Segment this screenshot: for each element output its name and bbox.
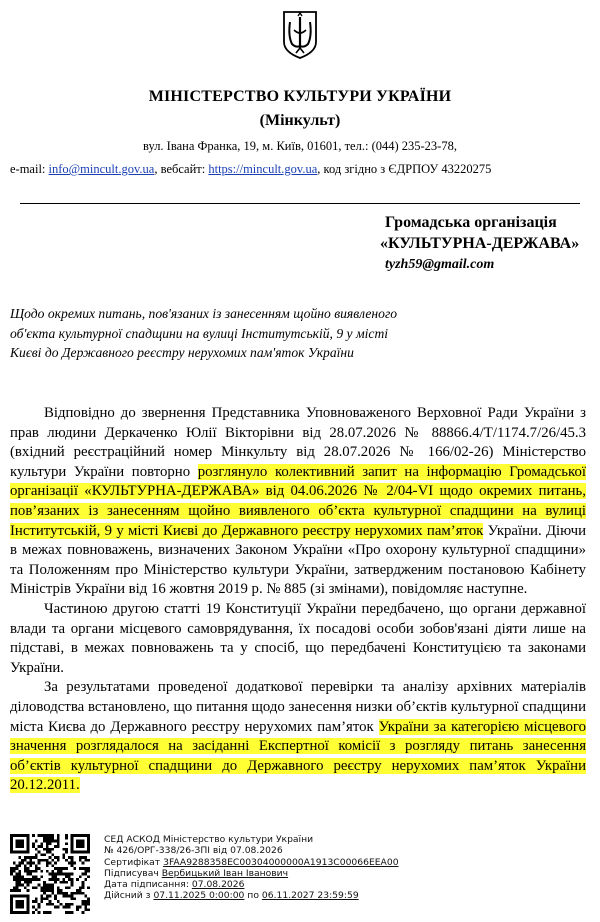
stamp-registration-number: № 426/ОРГ-338/26-ЗПІ від 07.08.2026 — [104, 845, 283, 857]
qr-code-icon — [10, 834, 90, 914]
sign-date-value: 07.08.2026 — [191, 879, 245, 891]
certificate-prefix: Сертифікат — [104, 856, 164, 868]
e-signature-stamp — [10, 834, 590, 914]
signer-name: Вербицький Іван Іванович — [161, 867, 289, 879]
stamp-certificate-line — [104, 857, 399, 868]
body-paragraph-1 — [10, 404, 586, 600]
certificate-value: 3FAA9288358EC00304000000A1913C00066EEA00 — [163, 856, 399, 868]
ministry-address: вул. Івана Франка, 19, м. Київ, 01601, тел.: (044) 235-23-78, — [143, 139, 457, 153]
ministry-short-name: (Мінкульт) — [259, 112, 341, 129]
qr-modules — [10, 834, 90, 914]
ministry-contacts — [10, 162, 491, 177]
header-divider — [20, 203, 580, 204]
website-link[interactable]: https://mincult.gov.ua — [208, 162, 318, 176]
signer-prefix: Підписувач — [104, 867, 162, 879]
validity-separator: по — [244, 890, 262, 902]
body-paragraph-3 — [10, 678, 586, 796]
stamp-system-line — [104, 834, 399, 845]
paragraph-1-rest: України. Діючи в межах повноважень, визначених Законом України «Про охорону культурної спадщини» та Положенням про Міністерство культури України, затвердженим постановою Кабінету Міністрів України від 16 жовтня 2019 р. № 885 (зі змінами), повідомляє наступне. — [10, 522, 586, 598]
sign-date-prefix: Дата підписання: — [104, 879, 192, 891]
ministry-name: МІНІСТЕРСТВО КУЛЬТУРИ УКРАЇНИ — [148, 88, 452, 105]
body-paragraph-2: Частиною другою статті 19 Конституції України передбачено, що органи державної влади та органи місцевого самоврядування, їх посадові особи зобов'язані діяти лише на підставі, в межах повноважень та у спосіб, що передбачені Конституцією та законами України. — [10, 600, 586, 676]
paragraph-3-highlight: України за категорією місцевого значення розглядалося на засіданні Експертної комісії з розгляду питань занесення об’єктів культурної спадщини до Державного реєстру нерухомих пам’яток України 20.12.2011. — [10, 718, 586, 794]
validity-from: 07.11.2025 0:00:00 — [153, 890, 245, 902]
validity-to: 06.11.2027 23:59:59 — [261, 890, 359, 902]
recipient-line-2: «КУЛЬТУРНА-ДЕРЖАВА» — [380, 235, 580, 252]
paragraph-3-intro: За результатами проведеної додаткової перевірки та аналізу архівних матеріалів діловодства встановлено, що питання щодо занесення низки об’єктів культурної спадщини міста Києва до Державного реєстру нерухомих пам’яток — [10, 679, 586, 735]
recipient-email: tyzh59@gmail.com — [385, 257, 495, 272]
email-prefix: e-mail: — [10, 162, 49, 176]
recipient-line-1: Громадська організація — [385, 214, 557, 231]
stamp-system-prefix: СЕД АСКОД — [104, 834, 163, 845]
letter-body — [10, 404, 586, 796]
letter-subject: Щодо окремих питань, пов'язаних із занесенням щойно виявленого об'єкта культурної спадщини на вулиці Інститутській, 9 у місті Києві до Державного реєстру нерухомих пам'яток України — [10, 306, 398, 360]
stamp-signer-line — [104, 868, 399, 879]
email-link[interactable]: info@mincult.gov.ua — [48, 162, 155, 176]
stamp-date-line — [104, 879, 399, 890]
validity-prefix: Дійсний з — [104, 890, 154, 902]
paragraph-1-highlight: розглянуло колективний запит на інформацію Громадської організації «КУЛЬТУРНА-ДЕРЖАВА» від 04.06.2026 № 2/04-VI щодо окремих питань, пов’язаних із занесенням щойно виявленого об’єкта культурної спадщини на вулиці Інститутській, 9 у місті Києві до Державного реєстру нерухомих пам’яток — [10, 463, 586, 539]
coat-of-arms-icon — [282, 10, 318, 60]
stamp-validity-line — [104, 890, 399, 901]
signature-details — [104, 834, 399, 902]
paragraph-1-intro: Відповідно до звернення Представника Уповноваженого Верховної Ради України з прав людини Деркаченко Юлії Вікторівни від 28.07.2026 № 88866.4/Т/1174.7/26/45.3 (вхідний реєстраційний номер Мінкульту від 28.07.2026 № 166/02-26) Міністерство культури України повторно — [10, 405, 586, 480]
website-prefix: , вебсайт: — [154, 162, 209, 176]
stamp-system-org: Міністерство культури України — [162, 834, 314, 845]
edrpou-code: , код згідно з ЄДРПОУ 43220275 — [317, 162, 492, 176]
recipient-block — [380, 212, 580, 275]
